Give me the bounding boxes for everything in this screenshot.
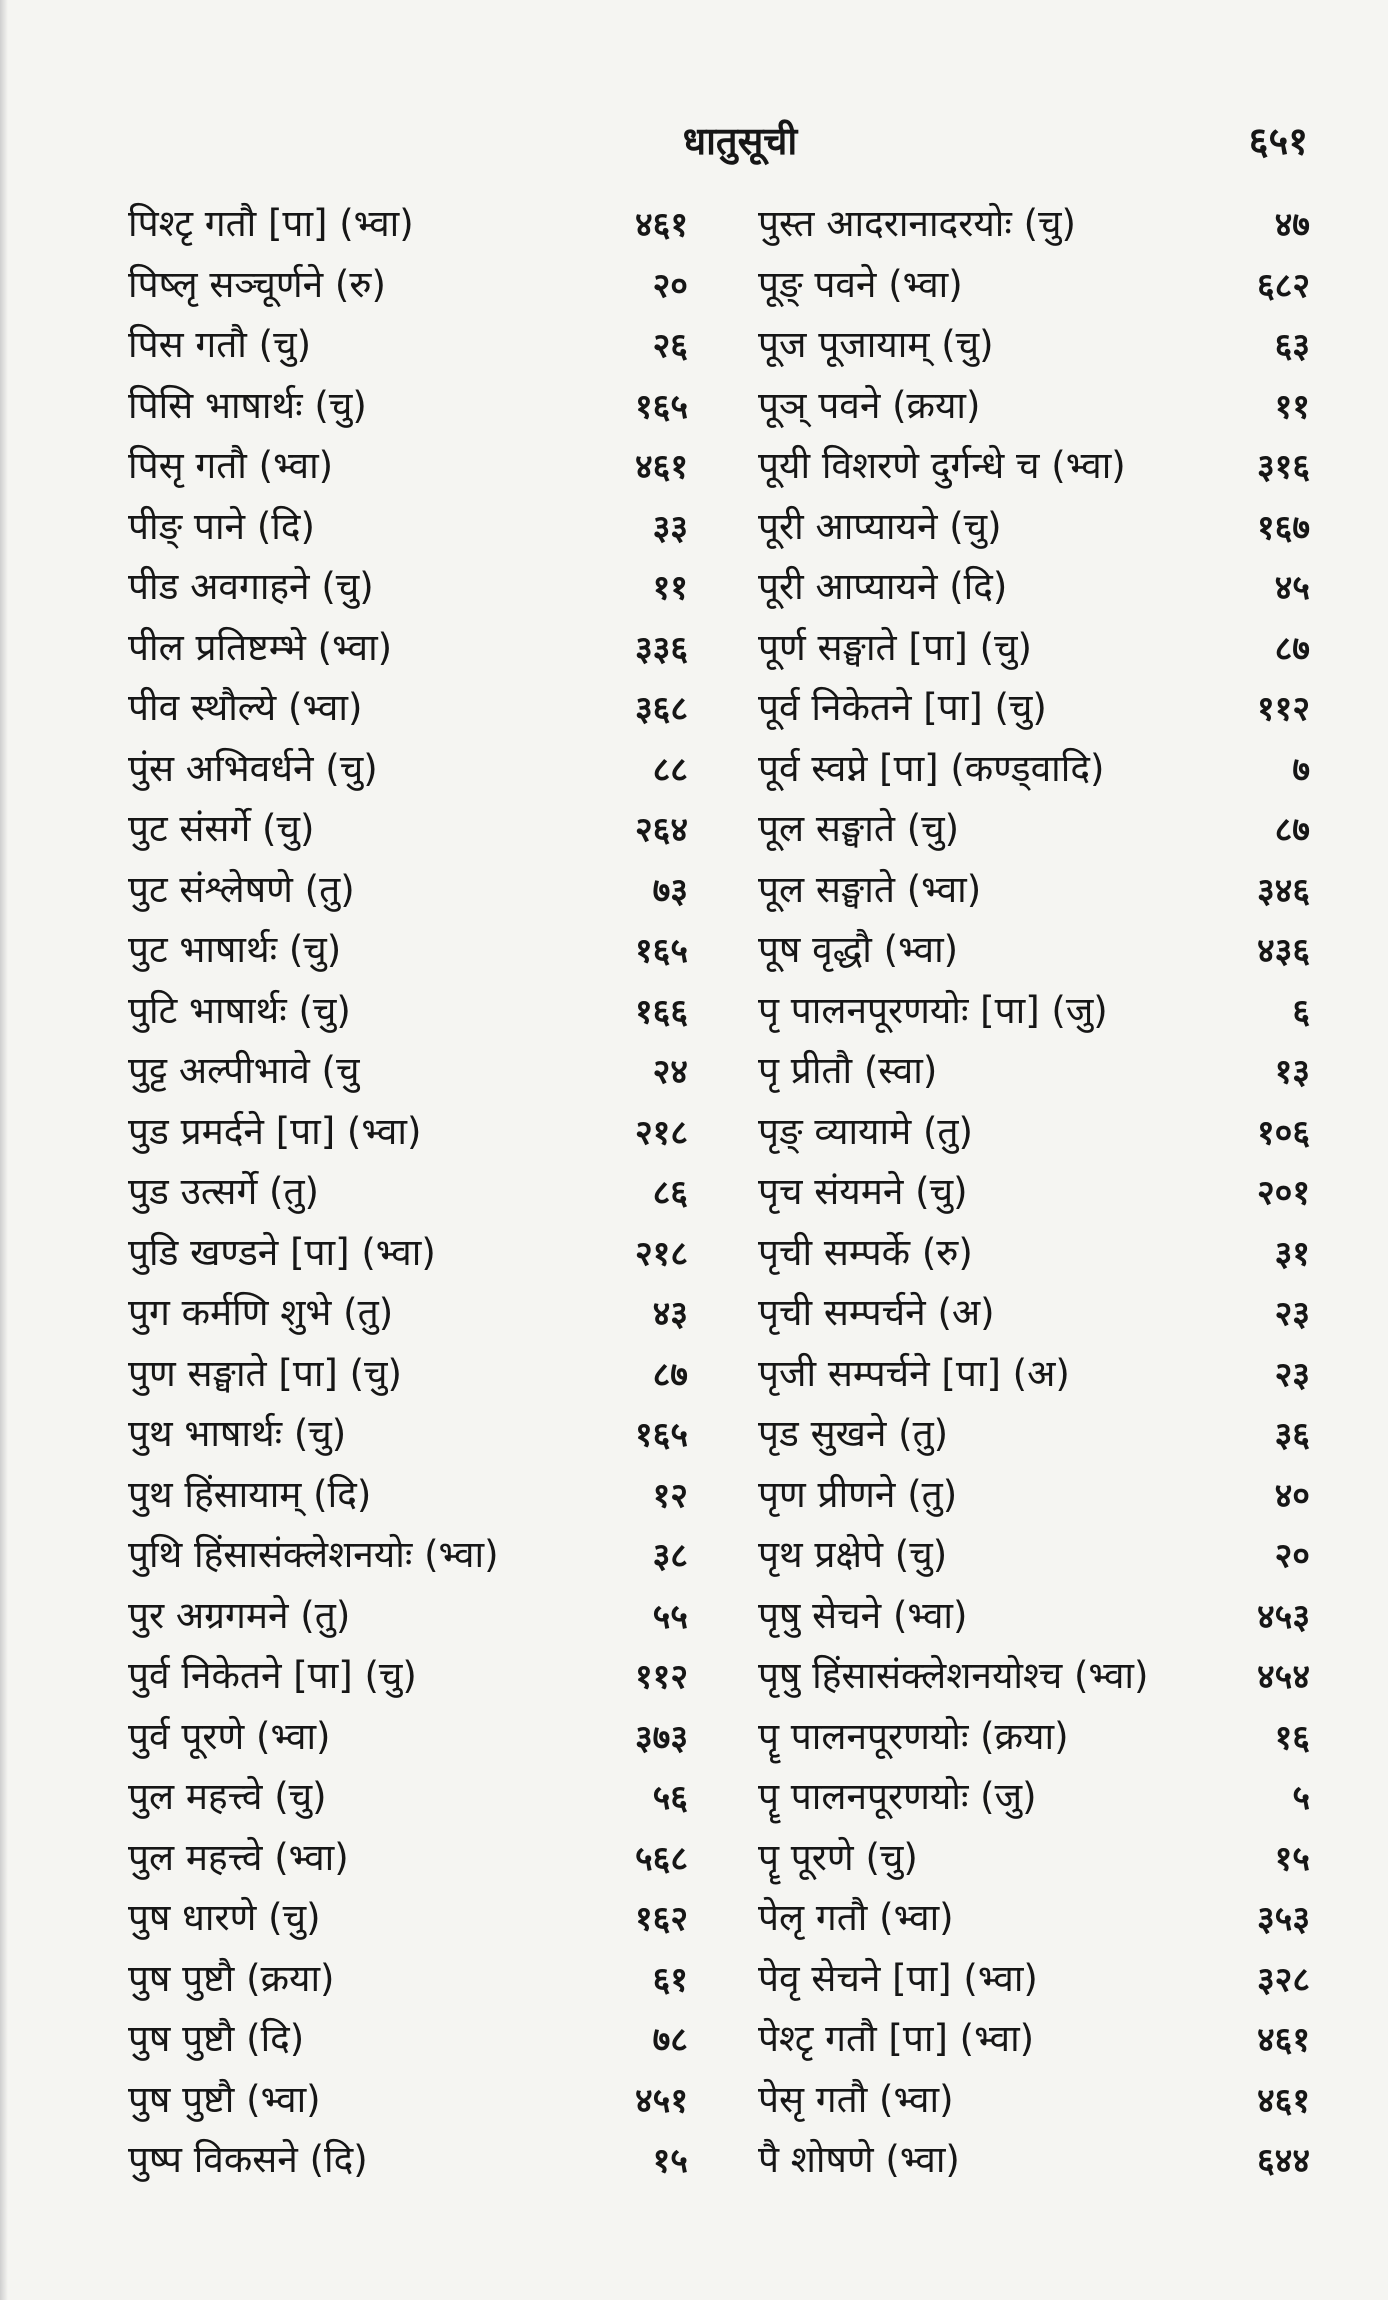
page-reference: १६ (1274, 1717, 1310, 1758)
root-entry: पुट भाषार्थः (चु) (128, 928, 342, 971)
index-row (758, 196, 1310, 257)
root-entry: पीड अवगाहने (चु) (128, 565, 374, 608)
page-reference: ५६ (652, 1778, 688, 1818)
root-entry: पिसृ गतौ (भ्वा) (128, 444, 334, 487)
index-row (758, 438, 1310, 499)
page-reference: ३१ (1274, 1233, 1310, 1274)
index-row (758, 983, 1310, 1044)
index-row (128, 1951, 688, 2012)
root-entry: पुल महत्त्वे (भ्वा) (128, 1835, 349, 1879)
root-entry: पुग कर्मणि शुभे (तु) (128, 1291, 394, 1334)
root-entry: पूञ् पवने (क्रया) (758, 383, 981, 427)
root-entry: पेलृ गतौ (भ्वा) (758, 1896, 954, 1939)
index-row (128, 1709, 688, 1770)
index-row (128, 1527, 688, 1588)
page-reference: ४६१ (634, 447, 688, 487)
page-reference: ६४४ (1256, 2141, 1310, 2181)
root-entry: पील प्रतिष्टम्भे (भ्वा) (128, 625, 393, 669)
page-reference: ८७ (1274, 628, 1310, 669)
page-reference: १६५ (634, 931, 688, 971)
root-entry: पृ पालनपूरणयोः [पा] (जु) (758, 988, 1108, 1032)
root-entry: पीव स्थौल्ये (भ्वा) (128, 686, 363, 729)
page-reference: १६५ (634, 1415, 688, 1455)
root-entry: पूङ् पवने (भ्वा) (758, 262, 963, 306)
root-entry: पुस्त आदरानादरयोः (चु) (758, 202, 1076, 245)
root-entry: पृड सुखने (तु) (758, 1412, 949, 1455)
page-reference: ३७३ (634, 1717, 688, 1758)
index-row (758, 1890, 1310, 1951)
index-row (758, 2132, 1310, 2193)
page-reference: ४३६ (1256, 931, 1310, 971)
index-row (128, 1769, 688, 1830)
page-reference: २६ (652, 326, 688, 366)
index-row (758, 1648, 1310, 1709)
index-row (128, 1043, 688, 1104)
page-reference: २३ (1274, 1354, 1310, 1395)
index-row (758, 801, 1310, 862)
page-reference: १२ (652, 1475, 688, 1516)
root-entry: पृथ प्रक्षेपे (चु) (758, 1533, 948, 1576)
index-row (128, 2072, 688, 2133)
page-reference: ४७ (1274, 205, 1310, 245)
index-row (758, 1225, 1310, 1286)
root-entry: पृङ् व्यायामे (तु) (758, 1109, 973, 1153)
root-entry: पिसि भाषार्थः (चु) (128, 383, 367, 427)
index-row (128, 620, 688, 681)
root-entry: पूर्व स्वप्ने [पा] (कण्ड्वादि) (758, 746, 1105, 790)
page-reference: ३३ (652, 507, 688, 548)
page-reference: ८८ (652, 749, 688, 790)
index-row (128, 1467, 688, 1528)
index-row (128, 1346, 688, 1407)
index-row (758, 680, 1310, 741)
root-entry: पॄ पूरणे (चु) (758, 1835, 918, 1879)
page-reference: २४ (652, 1052, 688, 1092)
root-entry: पूरी आप्यायने (दि) (758, 565, 1008, 608)
index-row (758, 1527, 1310, 1588)
page-reference: २३ (1274, 1294, 1310, 1334)
root-entry: पृषु हिंसासंक्लेशनयोश्च (भ्वा) (758, 1654, 1149, 1697)
root-entry: पुडि खण्डने [पा] (भ्वा) (128, 1230, 436, 1274)
index-row (758, 1164, 1310, 1225)
index-row (128, 1285, 688, 1346)
page-reference: ३३६ (634, 628, 688, 669)
page-reference: २६४ (634, 810, 688, 850)
index-row (758, 378, 1310, 439)
right-column (758, 196, 1310, 2193)
index-row (128, 559, 688, 620)
index-row (758, 2011, 1310, 2072)
root-entry: पुष पुष्टौ (दि) (128, 2017, 305, 2060)
root-entry: पूष वृद्धौ (भ्वा) (758, 928, 959, 971)
page-reference: ४६१ (1256, 2080, 1310, 2121)
page-reference: १५ (1274, 1838, 1310, 1879)
root-entry: पुष पुष्टौ (भ्वा) (128, 2077, 321, 2121)
root-entry: पुथ भाषार्थः (चु) (128, 1412, 347, 1455)
page-reference: ४६१ (634, 205, 688, 245)
index-row (758, 559, 1310, 620)
root-entry: पुष्प विकसने (दि) (128, 2138, 368, 2181)
index-row (758, 1830, 1310, 1891)
page-reference: ६३ (1274, 326, 1310, 366)
root-entry: पुड प्रमर्दने [पा] (भ्वा) (128, 1109, 422, 1153)
root-entry: पुष पुष्टौ (क्रया) (128, 1956, 335, 2000)
index-row (128, 1406, 688, 1467)
page-reference: ५५ (652, 1596, 688, 1637)
index-row (758, 741, 1310, 802)
root-entry: पुल महत्त्वे (चु) (128, 1775, 327, 1818)
page-reference: ४५३ (1256, 1596, 1310, 1637)
index-row (758, 1769, 1310, 1830)
index-row (758, 1467, 1310, 1528)
index-row (758, 862, 1310, 923)
index-row (758, 620, 1310, 681)
page-reference: ६१ (652, 1959, 688, 2000)
page-edge (0, 0, 8, 2300)
page-reference: ८७ (1274, 810, 1310, 850)
root-entry: पेसृ गतौ (भ्वा) (758, 2077, 954, 2121)
page-reference: ४० (1274, 1475, 1310, 1516)
index-row (128, 499, 688, 560)
index-row (128, 1890, 688, 1951)
page-reference: ७३ (652, 870, 688, 911)
root-entry: पुट संश्लेषणे (तु) (128, 867, 355, 911)
index-row (128, 257, 688, 318)
root-entry: पुथि हिंसासंक्लेशनयोः (भ्वा) (128, 1533, 499, 1576)
root-entry: पृच संयमने (चु) (758, 1170, 968, 1213)
index-row (758, 1104, 1310, 1165)
root-entry: पॄ पालनपूरणयोः (क्रया) (758, 1714, 1069, 1758)
root-entry: पूल सङ्घाते (चु) (758, 807, 960, 850)
index-row (758, 1406, 1310, 1467)
page-reference: २१८ (634, 1233, 688, 1274)
root-entry: पृषु सेचने (भ्वा) (758, 1593, 968, 1637)
index-row (758, 499, 1310, 560)
page-header (0, 108, 1388, 168)
index-row (758, 922, 1310, 983)
index-row (128, 2011, 688, 2072)
page-reference: ४५१ (634, 2080, 688, 2121)
root-entry: पॄ पालनपूरणयोः (जु) (758, 1775, 1037, 1818)
page-reference: ७८ (652, 2020, 688, 2060)
page-reference: १६७ (1256, 507, 1310, 548)
index-row (128, 1104, 688, 1165)
root-entry: पीङ् पाने (दि) (128, 504, 315, 548)
index-row (128, 801, 688, 862)
root-entry: पूज पूजायाम् (चु) (758, 323, 994, 366)
index-row (128, 922, 688, 983)
root-entry: पुंस अभिवर्धने (चु) (128, 746, 378, 790)
page-reference: २१८ (634, 1112, 688, 1153)
root-entry: पृ प्रीतौ (स्वा) (758, 1049, 938, 1092)
left-column (128, 196, 688, 2193)
root-entry: पुड उत्सर्गे (तु) (128, 1170, 319, 1213)
root-entry: पिष्लृ सञ्चूर्णने (रु) (128, 262, 386, 306)
index-row (128, 317, 688, 378)
root-entry: पुट्ट अल्पीभावे (चु (128, 1049, 360, 1092)
page-reference: १६५ (634, 386, 688, 427)
page-reference: ६ (1292, 991, 1310, 1032)
page-reference: ११ (652, 568, 688, 608)
page-reference: ३६ (1274, 1415, 1310, 1455)
root-entry: पुण सङ्घाते [पा] (चु) (128, 1351, 402, 1395)
index-row (128, 1164, 688, 1225)
root-entry: पै शोषणे (भ्वा) (758, 2138, 960, 2181)
page-reference: ५ (1292, 1778, 1310, 1818)
root-entry: पेश्टृ गतौ [पा] (भ्वा) (758, 2017, 1035, 2060)
root-entry: पृची सम्पर्चने (अ) (758, 1291, 995, 1334)
page-reference: ३४६ (1256, 870, 1310, 911)
root-entry: पूरी आप्यायने (चु) (758, 504, 1002, 548)
page-reference: १५ (652, 2141, 688, 2181)
root-entry: पुटि भाषार्थः (चु) (128, 988, 351, 1032)
index-row (758, 1709, 1310, 1770)
index-row (758, 1588, 1310, 1649)
index-row (758, 257, 1310, 318)
index-row (128, 1648, 688, 1709)
running-title: धातुसूची (682, 119, 798, 163)
page-reference: १६६ (634, 991, 688, 1032)
page-reference: ८६ (652, 1173, 688, 1213)
root-entry: पुथ हिंसायाम् (दि) (128, 1472, 372, 1516)
root-entry: पृजी सम्पर्चने [पा] (अ) (758, 1351, 1070, 1395)
page-reference: ११२ (634, 1657, 688, 1697)
root-entry: पुट संसर्गे (चु) (128, 807, 315, 850)
index-row (128, 438, 688, 499)
page-reference: ३८ (652, 1536, 688, 1576)
page-reference: २० (652, 265, 688, 306)
page-reference: १६२ (634, 1899, 688, 1939)
root-entry: पुर अग्रगमने (तु) (128, 1593, 351, 1637)
index-row (758, 317, 1310, 378)
index-row (128, 2132, 688, 2193)
index-row (758, 1043, 1310, 1104)
index-row (128, 1225, 688, 1286)
page-reference: २० (1274, 1536, 1310, 1576)
root-entry: पिश्टृ गतौ [पा] (भ्वा) (128, 202, 414, 245)
index-row (758, 2072, 1310, 2133)
root-entry: पेवृ सेचने [पा] (भ्वा) (758, 1956, 1038, 2000)
page-reference: ६८२ (1256, 265, 1310, 306)
root-entry: पृची सम्पर्के (रु) (758, 1230, 973, 1274)
index-row (128, 196, 688, 257)
index-row (758, 1285, 1310, 1346)
index-row (758, 1346, 1310, 1407)
page-reference: ११२ (1256, 689, 1310, 729)
root-entry: पुर्व निकेतने [पा] (चु) (128, 1654, 417, 1697)
root-entry: पुष धारणे (चु) (128, 1896, 321, 1939)
page-reference: ३२८ (1256, 1959, 1310, 2000)
page-reference: ३५३ (1256, 1899, 1310, 1939)
page-reference: ४६१ (1256, 2020, 1310, 2060)
page-reference: ४५४ (1256, 1657, 1310, 1697)
index-row (758, 1951, 1310, 2012)
root-entry: पूर्व निकेतने [पा] (चु) (758, 686, 1047, 729)
index-row (128, 862, 688, 923)
root-entry: पूल सङ्घाते (भ्वा) (758, 867, 982, 911)
index-row (128, 378, 688, 439)
page-reference: ४३ (652, 1294, 688, 1334)
page-reference: ११ (1274, 386, 1310, 427)
page-reference: ३६८ (634, 689, 688, 729)
root-entry: पिस गतौ (चु) (128, 323, 312, 366)
index-row (128, 1830, 688, 1891)
page-reference: २०१ (1256, 1173, 1310, 1213)
index-row (128, 680, 688, 741)
page-reference: ५६८ (634, 1838, 688, 1879)
root-entry: पुर्व पूरणे (भ्वा) (128, 1714, 331, 1758)
page-reference: ७ (1292, 749, 1310, 790)
root-entry: पृण प्रीणने (तु) (758, 1472, 958, 1516)
page-reference: १३ (1274, 1052, 1310, 1092)
root-entry: पूयी विशरणे दुर्गन्धे च (भ्वा) (758, 444, 1126, 487)
index-row (128, 741, 688, 802)
index-row (128, 983, 688, 1044)
page-reference: ३१६ (1256, 447, 1310, 487)
index-row (128, 1588, 688, 1649)
page-reference: ४५ (1274, 568, 1310, 608)
page-reference: १०६ (1256, 1112, 1310, 1153)
root-entry: पूर्ण सङ्घाते [पा] (चु) (758, 625, 1032, 669)
page-reference: ८७ (652, 1354, 688, 1395)
page-number: ६५१ (1248, 119, 1308, 163)
